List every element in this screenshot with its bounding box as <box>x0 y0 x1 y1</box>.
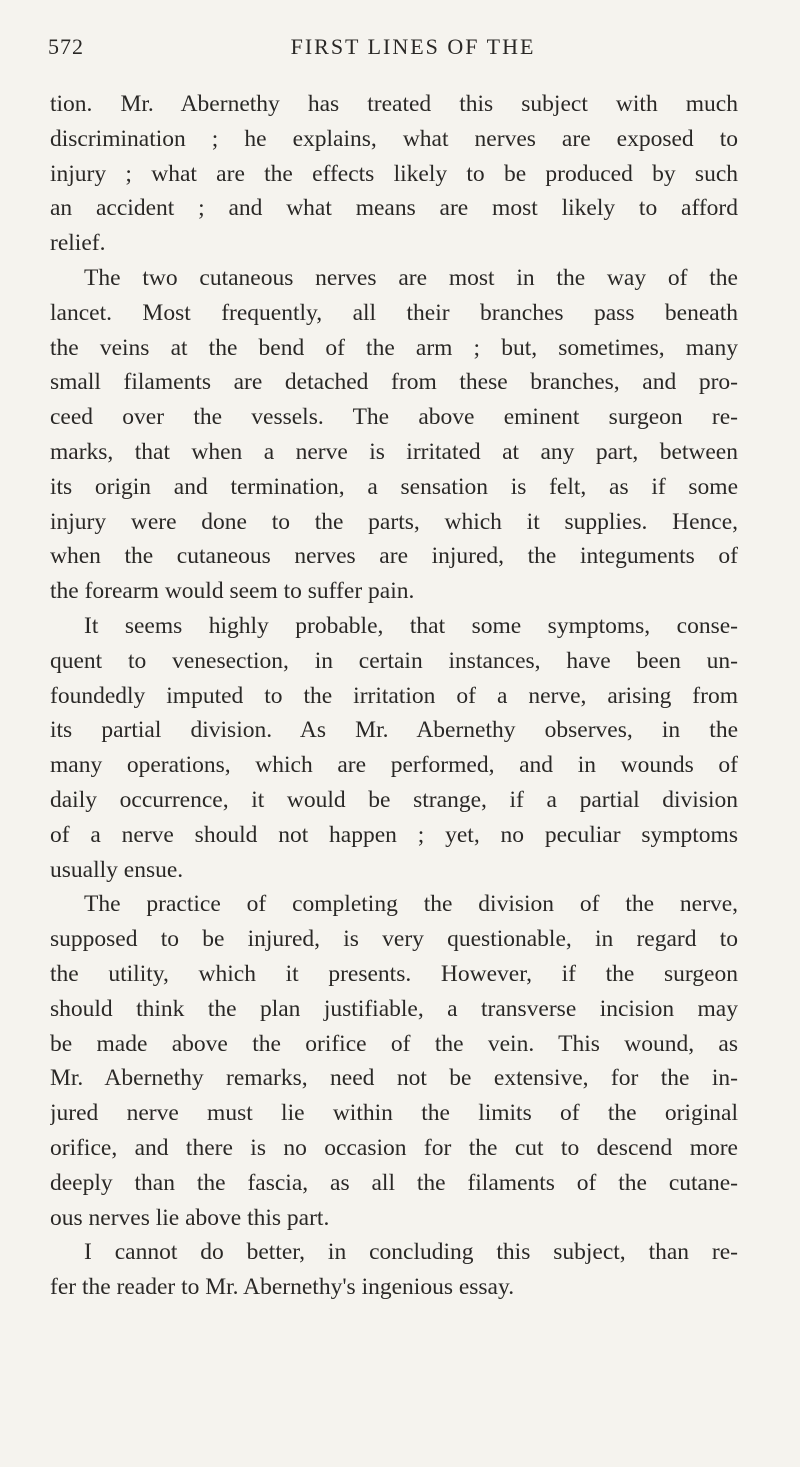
text-line: be made above the orifice of the vein. This wound, as <box>50 1030 738 1057</box>
text-line: fer the reader to Mr. Abernethy's ingenious essay. <box>50 1274 515 1301</box>
text-line: the forearm would seem to suffer pain. <box>50 578 415 605</box>
text-line: daily occurrence, it would be strange, if a partial division <box>50 786 738 813</box>
text-line: many operations, which are performed, and in wounds of <box>50 752 738 779</box>
text-line: when the cutaneous nerves are injured, the integuments of <box>50 543 738 570</box>
text-line: tion. Mr. Abernethy has treated this subject with much <box>50 91 738 117</box>
text-line: orifice, and there is no occasion for the cut to descend more <box>50 1134 738 1161</box>
text-line: marks, that when a nerve is irritated at any part, between <box>50 438 738 465</box>
text-line: of a nerve should not happen ; yet, no peculiar symptoms <box>50 821 738 848</box>
text-line: discrimination ; he explains, what nerves are exposed to <box>50 125 738 152</box>
text-line: ceed over the vessels. The above eminent surgeon re- <box>50 404 738 431</box>
text-line: foundedly imputed to the irritation of a nerve, arising from <box>50 682 738 709</box>
text-line: I cannot do better, in concluding this subject, than re- <box>84 1239 738 1266</box>
paragraph <box>50 261 738 609</box>
page-number: 572 <box>48 34 84 59</box>
paragraph <box>50 87 738 261</box>
text-line: It seems highly probable, that some symptoms, conse- <box>84 612 738 639</box>
text-line: its partial division. As Mr. Abernethy observes, in the <box>50 717 738 744</box>
text-line: the veins at the bend of the arm ; but, sometimes, many <box>50 334 738 361</box>
text-line: The practice of completing the division of the nerve, <box>84 891 738 918</box>
paragraph <box>50 887 738 1235</box>
paragraph <box>50 1235 738 1305</box>
text-line: supposed to be injured, is very questionable, in regard to <box>50 926 738 953</box>
text-line: ous nerves lie above this part. <box>50 1204 330 1231</box>
text-line: lancet. Most frequently, all their branches pass beneath <box>50 299 738 326</box>
text-line: quent to venesection, in certain instances, have been un- <box>50 647 738 674</box>
running-head <box>48 24 738 64</box>
text-line: usually ensue. <box>50 856 184 883</box>
text-line: injury ; what are the effects likely to be produced by such <box>50 160 738 187</box>
text-line: its origin and termination, a sensation is felt, as if some <box>50 473 738 500</box>
text-line: small filaments are detached from these branches, and pro- <box>50 369 738 396</box>
text-line: the utility, which it presents. However, if the surgeon <box>50 960 738 987</box>
text-line: The two cutaneous nerves are most in the way of the <box>84 264 738 291</box>
body-text <box>50 87 738 1305</box>
text-line: should think the plan justifiable, a transverse incision may <box>50 995 738 1022</box>
paragraph <box>50 609 738 887</box>
running-title: FIRST LINES OF THE <box>290 34 536 59</box>
text-line: relief. <box>50 230 106 257</box>
text-line: injury were done to the parts, which it supplies. Hence, <box>50 508 738 535</box>
text-line: Mr. Abernethy remarks, need not be extensive, for the in- <box>50 1065 738 1092</box>
text-line: an accident ; and what means are most likely to afford <box>50 195 738 222</box>
text-line: deeply than the fascia, as all the filaments of the cutane- <box>50 1169 738 1196</box>
text-line: jured nerve must lie within the limits of the original <box>50 1100 738 1127</box>
